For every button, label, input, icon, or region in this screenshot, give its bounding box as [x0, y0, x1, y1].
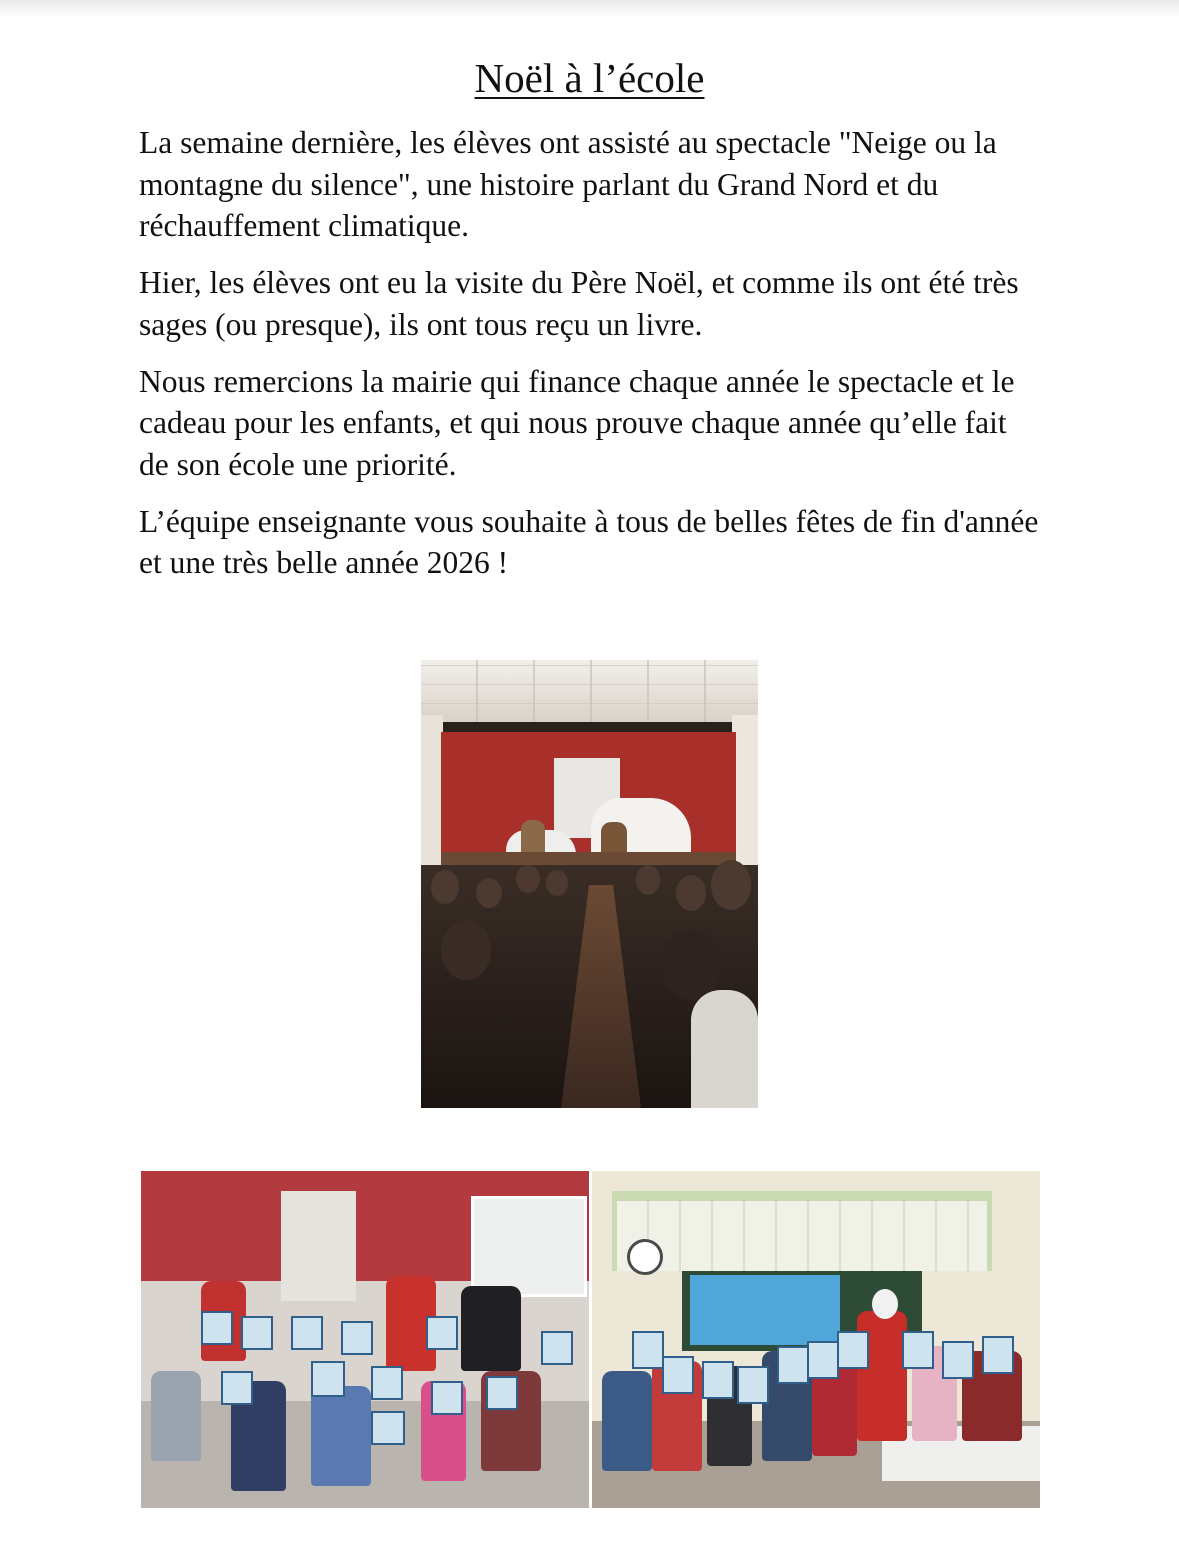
- photo-theatre-performance: [421, 660, 758, 1108]
- paragraph-pere-noel: Hier, les élèves ont eu la visite du Père Noël, et comme ils ont été très sages (ou presque), ils ont tous reçu un livre.: [139, 265, 1019, 342]
- paragraph-mairie: Nous remercions la mairie qui finance chaque année le spectacle et le cadeau pour les enfants, et qui nous prouve chaque année qu’elle fait de son école une priorité.: [139, 363, 1015, 482]
- paragraph-spectacle: La semaine dernière, les élèves ont assisté au spectacle "Neige ou la montagne du silence", une histoire parlant du Grand Nord et du réchauffement climatique.: [139, 125, 997, 243]
- article-body: [139, 122, 1039, 599]
- paragraph-voeux: L’équipe enseignante vous souhaite à tous de belles fêtes de fin d'année et une très belle année 2026 !: [139, 503, 1039, 580]
- page-title: Noël à l’école: [474, 55, 705, 101]
- photo-class-santa-right: [592, 1171, 1040, 1508]
- page-top-shade: [0, 0, 1179, 18]
- photo-class-santa-left: [141, 1171, 589, 1508]
